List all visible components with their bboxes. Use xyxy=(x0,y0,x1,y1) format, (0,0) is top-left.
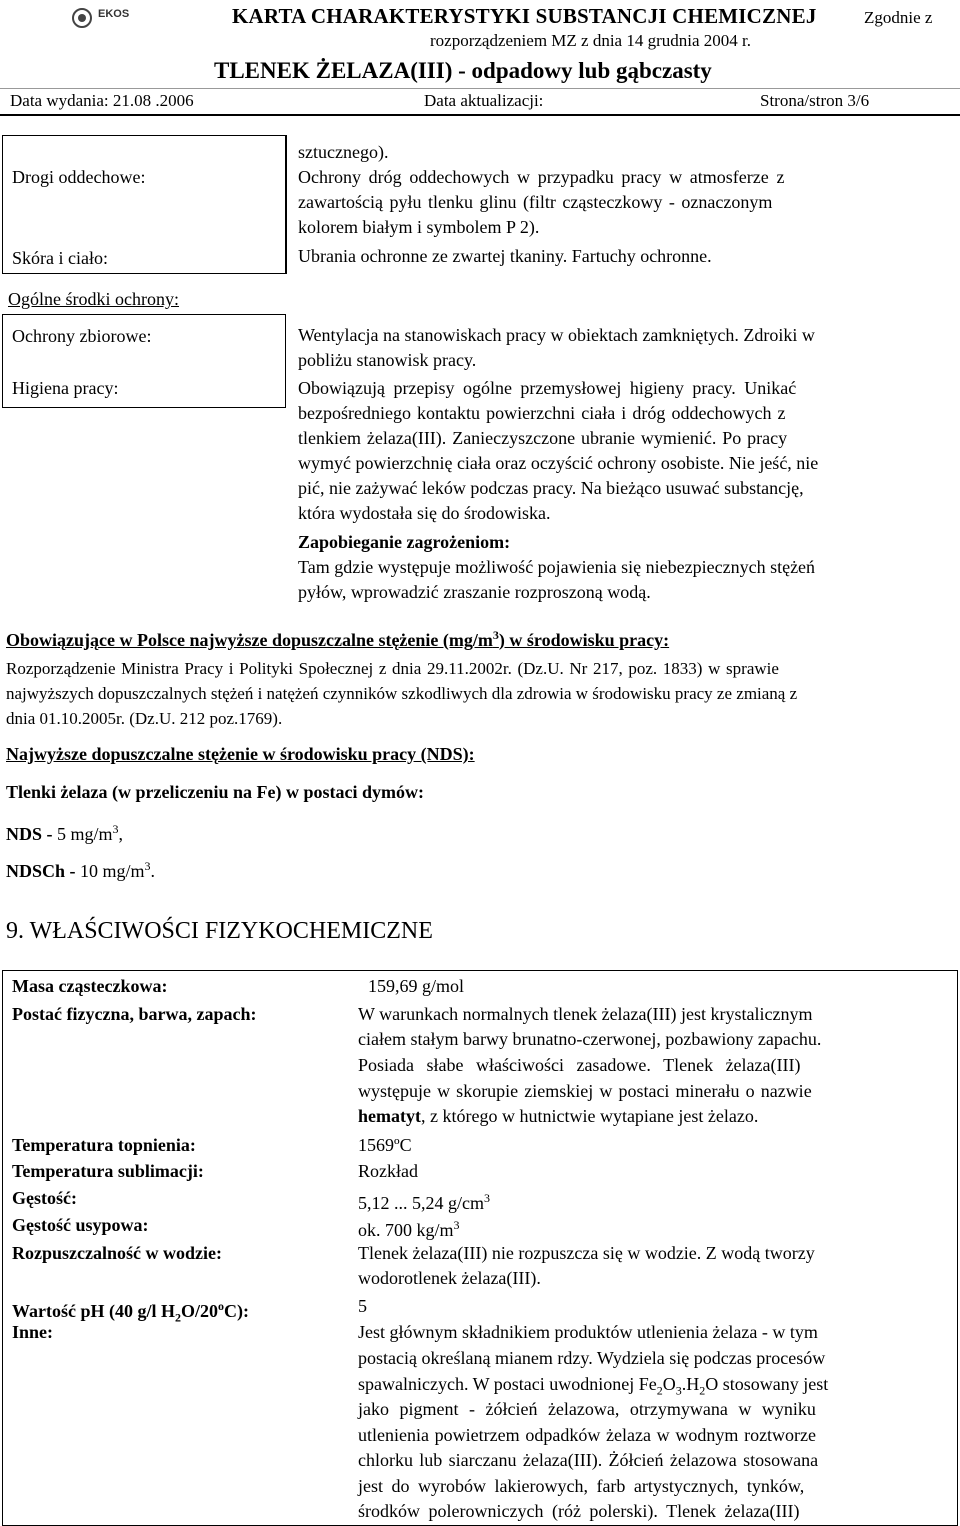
ndsch-label: NDSCh - xyxy=(6,861,81,881)
other-text-c: .H xyxy=(681,1374,700,1394)
regulation-text: Rozporządzenie Ministra Pracy i Polityki Społecznej z dnia 29.11.2002r. (Dz.U. Nr 217, poz. 1833) w sprawie xyxy=(6,659,779,678)
header-info-bar xyxy=(0,88,960,112)
form-label: Postać fizyczna, barwa, zapach: xyxy=(12,1004,257,1024)
formula-sub: 3 xyxy=(675,1383,682,1398)
prevention-heading: Zapobieganie zagrożeniom: xyxy=(298,532,511,552)
solubility-label: Rozpuszczalność w wodzie: xyxy=(12,1243,222,1263)
nds-line xyxy=(6,817,123,847)
density-label: Gęstość: xyxy=(12,1188,77,1208)
density-value-line xyxy=(358,1186,490,1216)
other-text-a: spawalniczych. W postaci uwodnionej Fe xyxy=(358,1374,657,1394)
resp-text: zawartością pyłu tlenku glinu (filtr cząsteczkowy - oznaczonym xyxy=(298,192,773,212)
other-text-b: O xyxy=(662,1374,676,1394)
section-9-heading: 9. WŁAŚCIWOŚCI FIZYKOCHEMICZNE xyxy=(6,918,433,944)
ph-value: 5 xyxy=(358,1296,367,1316)
hygiene-text: wymyć powierzchnię ciała oraz oczyścić ochrony osobiste. Nie jeść, nie xyxy=(298,453,819,473)
product-name: TLENEK ŻELAZA(III) - odpadowy lub gąbczasty xyxy=(214,58,712,83)
ndsch-value: 10 mg/m xyxy=(80,861,145,881)
limits-heading xyxy=(6,623,669,653)
collective-text: pobliżu stanowisk pracy. xyxy=(298,350,477,370)
ph-label-a: Wartość pH (40 g/l H xyxy=(12,1301,175,1321)
update-date: Data aktualizacji: xyxy=(424,91,544,110)
bulk-value: ok. 700 kg/m xyxy=(358,1220,454,1240)
density-sup: 3 xyxy=(484,1191,490,1205)
ph-label-b: O/20 xyxy=(181,1301,219,1321)
nds-sup: 3 xyxy=(112,822,119,836)
prevention-text: pyłów, wprowadzić zraszanie rozproszoną wodą. xyxy=(298,582,651,602)
form-text-rest: , z którego w hutnictwie wytapiane jest żelazo. xyxy=(420,1106,759,1126)
sublimation-value: Rozkład xyxy=(358,1161,418,1181)
hematite-term: hematyt xyxy=(358,1106,421,1126)
nds-value: 5 mg/m xyxy=(57,824,113,844)
other-label: Inne: xyxy=(12,1322,54,1342)
resp-label: Drogi oddechowe: xyxy=(12,167,146,187)
other-text: utlenienia powietrzem odpadków żelaza w wodnym roztworze xyxy=(358,1425,817,1445)
hygiene-label: Higiena pracy: xyxy=(12,378,119,398)
ph-sub: 2 xyxy=(175,1310,181,1325)
melting-value: 1569ºC xyxy=(358,1135,412,1155)
other-text-d: O stosowany jest xyxy=(705,1374,829,1394)
form-text: występuje w skorupie ziemskiej w postaci minerału o nazwie xyxy=(358,1081,812,1101)
regulation-reference: rozporządzeniem MZ z dnia 14 grudnia 2004 r. xyxy=(430,31,752,50)
mass-label: Masa cząsteczkowa: xyxy=(12,976,168,996)
form-text: Posiada słabe właściwości zasadowe. Tlenek żelaza(III) xyxy=(358,1055,801,1075)
issue-date: Data wydania: 21.08 .2006 xyxy=(10,91,194,110)
other-text: chlorku lub siarczanu żelaza(III). Żółcień żelazowa stosowana xyxy=(358,1450,819,1470)
hygiene-text: tlenkiem żelaza(III). Zanieczyszczone ubranie wymienić. Po pracy xyxy=(298,428,788,448)
resp-text: kolorem białym i symbolem P 2). xyxy=(298,217,540,237)
logo-emblem-icon xyxy=(72,8,92,28)
hygiene-text: bezpośredniego kontaktu powierzchni ciała i dróg oddechowych z xyxy=(298,403,786,423)
ndsch-sup: 3 xyxy=(144,859,151,873)
ndsch-line xyxy=(6,854,155,884)
logo-text: EKOS xyxy=(98,8,130,20)
skin-label: Skóra i ciało: xyxy=(12,248,108,268)
header-divider xyxy=(0,114,960,116)
divider xyxy=(286,135,287,274)
sublimation-label: Temperatura sublimacji: xyxy=(12,1161,204,1181)
document-title: KARTA CHARAKTERYSTYKI SUBSTANCJI CHEMICZNEJ xyxy=(232,4,817,28)
resp-text: sztucznego). xyxy=(298,142,389,162)
formula-sub: 2 xyxy=(699,1383,706,1398)
form-text xyxy=(358,1104,758,1129)
solubility-text: wodorotlenek żelaza(III). xyxy=(358,1268,541,1288)
skin-text: Ubrania ochronne ze zwartej tkaniny. Fartuchy ochronne. xyxy=(298,246,712,266)
density-value: 5,12 ... 5,24 g/cm xyxy=(358,1193,484,1213)
nds-tail: , xyxy=(118,824,124,844)
ph-label-c: C): xyxy=(224,1301,250,1321)
other-text: jako pigment - żółcień żelazowa, otrzymywana w wyniku xyxy=(358,1399,816,1419)
formula-sub: 2 xyxy=(656,1383,663,1398)
other-text: Jest głównym składnikiem produktów utlenienia żelaza - w tym xyxy=(358,1322,818,1342)
hygiene-text: Obowiązują przepisy ogólne przemysłowej higieny pracy. Unikać xyxy=(298,378,797,398)
limits-heading-sup: 3 xyxy=(492,628,499,642)
hygiene-text: pić, nie zażywać leków podczas pracy. Na bieżąco usuwać substancję, xyxy=(298,478,804,498)
other-text: jest do wyrobów lakierowych, farb artystycznych, tynków, xyxy=(358,1476,805,1496)
collective-text: Wentylacja na stanowiskach pracy w obiektach zamkniętych. Zdroiki w xyxy=(298,325,815,345)
bulk-sup: 3 xyxy=(453,1218,460,1232)
fumes-heading: Tlenki żelaza (w przeliczeniu na Fe) w postaci dymów: xyxy=(6,782,424,802)
limits-heading-text: Obowiązujące w Polsce najwyższe dopuszczalne stężenie (mg/m xyxy=(6,630,493,650)
ndsch-tail: . xyxy=(150,861,156,881)
form-text: ciałem stałym barwy brunatno-czerwonej, pozbawiony zapachu. xyxy=(358,1029,822,1049)
bulk-label: Gęstość usypowa: xyxy=(12,1215,149,1235)
solubility-text: Tlenek żelaza(III) nie rozpuszcza się w wodzie. Z wodą tworzy xyxy=(358,1243,815,1263)
resp-text: Ochrony dróg oddechowych w przypadku pracy w atmosferze z xyxy=(298,167,785,187)
prevention-text: Tam gdzie występuje możliwość pojawienia się niebezpiecznych stężeń xyxy=(298,557,816,577)
general-label: Ogólne środki ochrony: xyxy=(8,289,179,309)
limits-heading-text: ) w środowisku pracy: xyxy=(498,630,670,650)
mass-value: 159,69 g/mol xyxy=(368,976,465,996)
bulk-value-line xyxy=(358,1213,460,1243)
company-logo xyxy=(10,2,190,62)
regulation-text: dnia 01.10.2005r. (Dz.U. 212 poz.1769). xyxy=(6,709,283,728)
nds-label: NDS - xyxy=(6,824,58,844)
regulation-text: najwyższych dopuszczalnych stężeń i natężeń czynników szkodliwych dla zdrowia w środowisku pracy ze zmianą z xyxy=(6,684,798,703)
melting-label: Temperatura topnienia: xyxy=(12,1135,196,1155)
other-text: postacią określaną mianem rdzy. Wydziela się podczas procesów xyxy=(358,1348,826,1368)
form-text: W warunkach normalnych tlenek żelaza(III) jest krystalicznym xyxy=(358,1004,813,1024)
nds-heading: Najwyższe dopuszczalne stężenie w środowisku pracy (NDS): xyxy=(6,744,475,764)
collective-label: Ochrony zbiorowe: xyxy=(12,326,152,346)
page-number: Strona/stron 3/6 xyxy=(760,91,870,110)
document-header xyxy=(0,0,960,112)
ph-sup: o xyxy=(218,1299,225,1313)
conformity-label: Zgodnie z xyxy=(864,8,933,27)
other-text: środków polerowniczych (róż polerski). Tlenek żelaza(III) xyxy=(358,1501,800,1521)
hygiene-text: która wydostała się do środowiska. xyxy=(298,503,551,523)
company-name: Przedsiębiorstwo EKOS xyxy=(10,34,181,51)
